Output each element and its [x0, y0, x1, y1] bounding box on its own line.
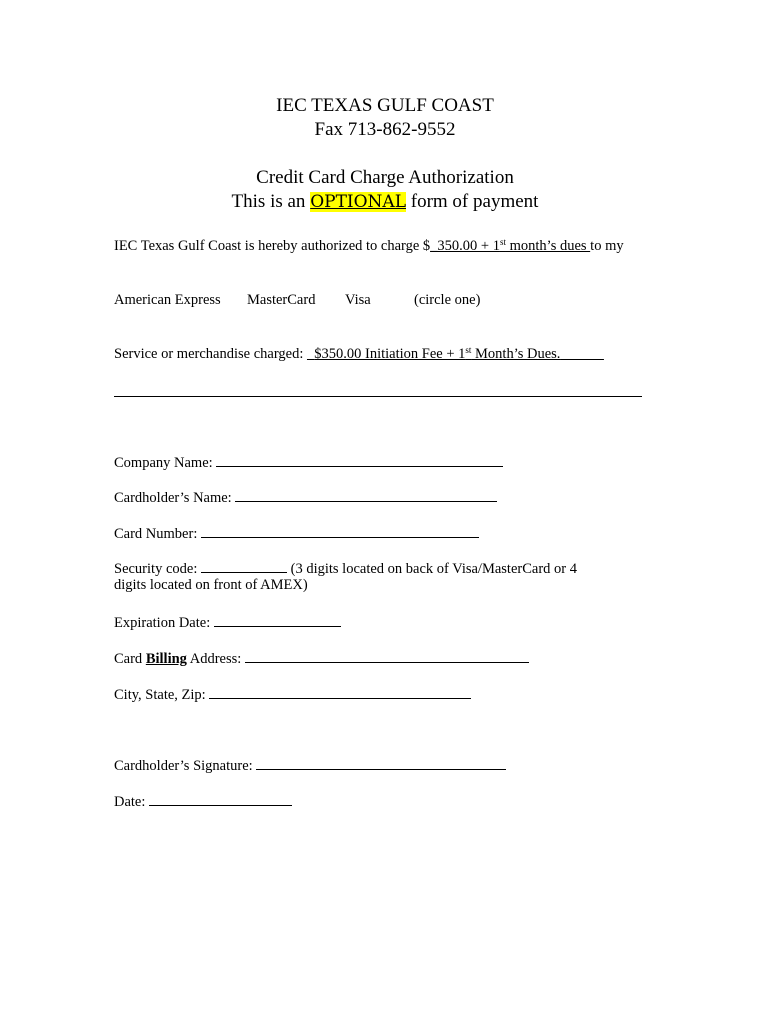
city-state-zip-field[interactable] — [209, 684, 471, 699]
card-type-mastercard[interactable]: MasterCard — [247, 292, 316, 308]
optional-prefix: This is an — [231, 191, 306, 212]
card-number-label: Card Number: — [114, 526, 198, 542]
authorization-statement — [114, 237, 624, 255]
city-state-zip-row — [114, 684, 471, 704]
fax-number: Fax 713-862-9552 — [314, 119, 456, 140]
service-value-rest: Month’s Dues. — [471, 346, 561, 362]
company-name-label: Company Name: — [114, 455, 213, 471]
authorization-suffix: to my — [590, 238, 624, 254]
card-number-field[interactable] — [201, 523, 479, 538]
security-code-row — [114, 558, 577, 578]
optional-suffix: form of payment — [410, 191, 539, 212]
date-row — [114, 791, 292, 811]
service-label: Service or merchandise charged: — [114, 346, 304, 362]
cardholder-name-label: Cardholder’s Name: — [114, 490, 232, 506]
city-state-zip-label: City, State, Zip: — [114, 687, 206, 703]
authorization-amount[interactable] — [430, 238, 590, 254]
card-type-visa[interactable]: Visa — [345, 292, 371, 308]
billing-address-row — [114, 648, 529, 668]
cardholder-name-field[interactable] — [235, 487, 497, 502]
company-name-field[interactable] — [216, 452, 503, 467]
billing-prefix: Card — [114, 651, 143, 667]
security-code-field[interactable] — [201, 558, 287, 573]
amount-rest: month’s dues — [505, 238, 591, 254]
signature-label: Cardholder’s Signature: — [114, 758, 253, 774]
signature-row — [114, 755, 506, 775]
expiration-date-row — [114, 612, 341, 632]
expiration-date-field[interactable] — [214, 612, 341, 627]
security-code-note: (3 digits located on back of Visa/MasterCard or 4 — [290, 561, 577, 577]
org-name: IEC TEXAS GULF COAST — [276, 95, 494, 116]
card-type-amex[interactable]: American Express — [114, 292, 221, 308]
billing-address-field[interactable] — [245, 648, 529, 663]
date-label: Date: — [114, 794, 146, 810]
optional-highlight: OPTIONAL — [310, 192, 406, 212]
circle-one-note: (circle one) — [414, 292, 481, 308]
form-title: Credit Card Charge Authorization — [256, 167, 514, 188]
expiration-date-label: Expiration Date: — [114, 615, 211, 631]
service-value-text: $350.00 Initiation Fee + 1 — [314, 346, 466, 362]
company-name-row — [114, 452, 503, 472]
amount-value: _350.00 + 1 — [430, 238, 500, 254]
signature-field[interactable] — [256, 755, 506, 770]
optional-line — [0, 190, 770, 214]
billing-bold: Billing — [145, 651, 187, 667]
cardholder-name-row — [114, 487, 497, 507]
card-number-row — [114, 523, 479, 543]
security-code-note-2: digits located on front of AMEX) — [114, 577, 308, 593]
amount-sup: st — [499, 237, 506, 247]
billing-suffix: Address: — [189, 651, 242, 667]
service-line — [114, 345, 604, 363]
service-continuation-line[interactable] — [114, 396, 642, 397]
authorization-prefix: IEC Texas Gulf Coast is hereby authorized to charge $ — [114, 238, 431, 254]
service-sup: st — [465, 345, 472, 355]
date-field[interactable] — [149, 791, 292, 806]
service-value[interactable] — [307, 346, 604, 362]
security-code-label: Security code: — [114, 561, 198, 577]
